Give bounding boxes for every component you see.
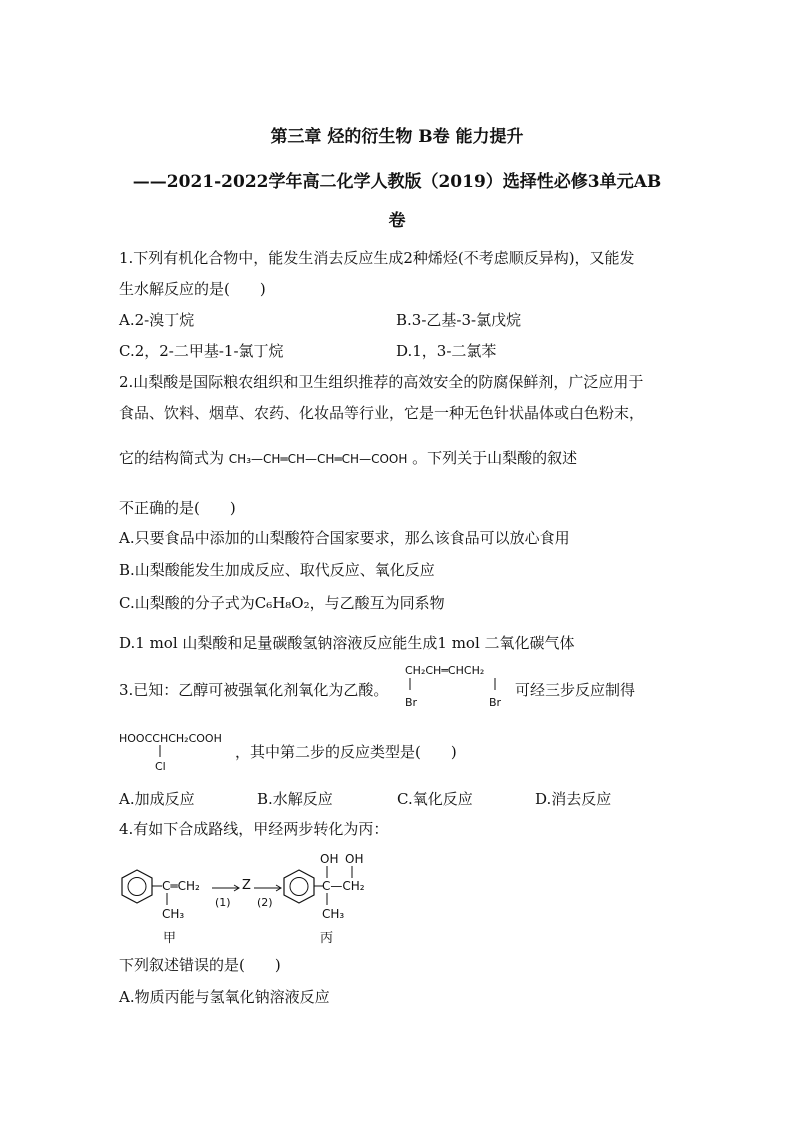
q3-reactant-bond-right: [494, 678, 504, 692]
bing-hydroxyl-1: OH: [320, 852, 339, 866]
q2-stem-suffix: 。下列关于山梨酸的叙述: [412, 449, 578, 467]
bing-chain: C—CH₂: [322, 879, 365, 893]
q1-option-c: C.2，2-二甲基-1-氯丁烷: [119, 342, 284, 360]
q3-option-b: B.水解反应: [257, 790, 333, 808]
q4-option-a: A.物质丙能与氢氧化钠溶液反应: [119, 988, 330, 1006]
bing-hydroxyl-2: OH: [345, 852, 364, 866]
step-1-label: (1): [215, 896, 231, 909]
q1-option-b: B.3-乙基-3-氯戊烷: [396, 311, 522, 329]
q3-option-d: D.消去反应: [535, 790, 612, 808]
q2-option-a: A.只要食品中添加的山梨酸符合国家要求，那么该食品可以放心食用: [119, 529, 570, 547]
bing-oh1-bond: [326, 866, 332, 880]
q3-stem-line1-tail: 可经三步反应制得: [515, 681, 636, 699]
page-subtitle-tail: 卷: [388, 211, 406, 231]
q2-stem-line1: 2.山梨酸是国际粮农组织和卫生组织推荐的高效安全的防腐保鲜剂，广泛应用于: [119, 373, 644, 391]
q3-reactant-br-left: Br: [405, 696, 418, 709]
q4-stem-line1: 4.有如下合成路线，甲经两步转化为丙：: [119, 820, 389, 838]
bing-methyl: CH₃: [322, 907, 345, 921]
page-title: 第三章 烃的衍生物 B卷 能力提升: [270, 127, 524, 147]
q3-option-a: A.加成反应: [119, 790, 195, 808]
q1-stem-line2: 生水解反应的是( ): [119, 280, 266, 298]
step-2-label: (2): [257, 896, 273, 909]
q2-stem-prefix: 它的结构简式为: [119, 449, 225, 467]
arrow-step-2: [254, 884, 284, 892]
page-subtitle: ——2021-2022学年高二化学人教版（2019）选择性必修3单元AB: [132, 172, 662, 192]
sorbic-acid-formula: CH₃—CH═CH—CH═CH—COOH: [228, 452, 408, 466]
label-jia: 甲: [163, 931, 177, 946]
q2-stem-line4: 不正确的是( ): [119, 499, 236, 517]
bing-oh2-bond: [351, 866, 357, 880]
q1-stem-line1: 1.下列有机化合物中，能发生消去反应生成2种烯烃(不考虑顺反异构)，又能发: [119, 249, 635, 267]
jia-methyl-bond: [166, 893, 172, 907]
q3-product-cl: Cl: [155, 760, 166, 773]
jia-methyl: CH₃: [162, 907, 185, 921]
intermediate-z: Z: [242, 878, 251, 893]
q4-stem-line2: 下列叙述错误的是( ): [119, 956, 281, 974]
q2-stem-line2: 食品、饮料、烟草、农药、化妆品等行业，它是一种无色针状晶体或白色粉末，: [119, 404, 645, 422]
q3-reactant-formula: CH₂CH═CHCH₂: [405, 664, 485, 677]
q3-stem-line2: ，其中第二步的反应类型是( ): [235, 743, 457, 761]
bing-methyl-bond: [326, 893, 332, 907]
q3-reactant-br-right: Br: [489, 696, 502, 709]
q3-reactant-bond-left: [409, 678, 419, 692]
q3-stem-line1: 3.已知：乙醇可被强氧化剂氧化为乙酸。: [119, 681, 389, 699]
arrow-step-1: [212, 884, 242, 892]
jia-vinyl-group: C═CH₂: [162, 879, 200, 893]
q1-option-d: D.1，3-二氯苯: [396, 342, 497, 360]
q1-option-a: A.2-溴丁烷: [119, 311, 195, 329]
label-bing: 丙: [320, 931, 334, 946]
q2-option-d: D.1 mol 山梨酸和足量碳酸氢钠溶液反应能生成1 mol 二氧化碳气体: [119, 634, 575, 652]
q2-option-b: B.山梨酸能发生加成反应、取代反应、氧化反应: [119, 561, 435, 579]
q2-stem-line3: [119, 447, 577, 470]
q3-product-bond: [159, 745, 169, 759]
q3-option-c: C.氧化反应: [397, 790, 473, 808]
q3-product-formula: HOOCCHCH₂COOH: [119, 732, 222, 745]
q2-option-c: C.山梨酸的分子式为C₆H₈O₂，与乙酸互为同系物: [119, 594, 445, 612]
